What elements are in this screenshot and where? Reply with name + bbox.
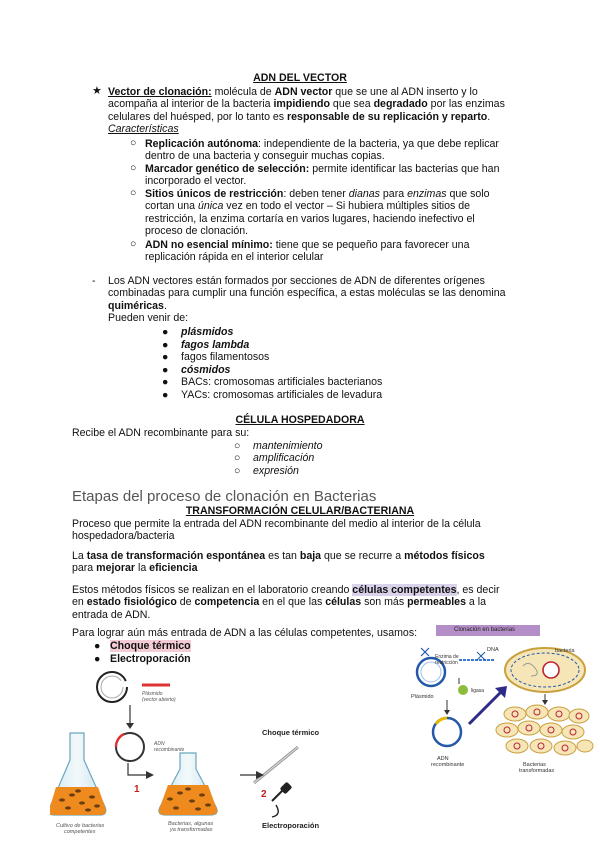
transformacion-p1: Proceso que permite la entrada del ADN recombinante del medio al interior de la célula hospedadora/bacteria [72,518,481,543]
arrow-down-icon [542,700,548,705]
label-vector-abierto: (vector abierto) [142,697,176,703]
flask-competent-cells [50,733,106,815]
figure-header-bar [436,625,540,636]
label-plasmido: Plásmido [142,691,163,697]
label-restriccion: restricción [435,660,458,666]
recombinant-plasmid-icon [116,733,144,761]
circle-bullet-icon: ○ [234,452,241,465]
list-item: Marcador genético de selección: permite identificar las bacterias que han incorporado el vector. [145,163,500,188]
circle-bullet-icon: ○ [234,464,241,477]
label-adn-rec: ADN [437,756,449,762]
label-electroporacion: Electroporación [262,821,320,830]
list-item: ● cósmidos [162,363,231,376]
figure-header: Clonación en bacterias [454,627,516,633]
label-ya-transformadas: ya transformadas [170,827,213,833]
recombinant-plasmid-icon [433,718,461,746]
label-adn: ADN [154,741,165,747]
label-recombinante: recombinante [431,762,465,768]
dot-bullet-icon: ● [162,363,169,376]
vector-source-list [162,326,462,402]
ligase-icon [458,685,468,695]
electroporation-plug-icon [272,782,292,817]
list-item: ● fagos filamentosos [162,351,270,364]
figure-clonacion [395,638,595,788]
label-cultivo: Cultivo de bacterias [56,823,105,829]
dot-bullet-icon: ● [162,326,169,338]
caracteristicas-label: Características [108,123,179,136]
celula-list [234,440,434,477]
transformed-colony-icon [496,705,593,755]
list-item: ○ expresión [234,464,299,477]
dot-bullet-icon: ● [162,338,169,351]
label-bacterias-t: Bacterias [523,762,546,768]
flask-transformed-cells [159,753,217,815]
list-item: ADN no esencial mínimo: tiene que se pequeño para favorecer una replicación rápida en el interior celular [145,239,470,264]
label-competentes: competentes [64,829,96,835]
label-dna: DNA [487,647,499,653]
section-title-adn-vector: ADN DEL VECTOR [253,72,347,84]
step-number-2: 2 [261,789,267,800]
label-adn-recombinante: recombinante [154,747,185,753]
circle-bullet-icon: ○ [130,137,137,149]
dot-bullet-icon: ● [94,653,101,665]
label-bacteria: bacteria [555,648,575,654]
list-item: ● plásmidos [162,326,234,338]
arrow-down-icon [126,723,134,729]
adn-vectores-paragraph: Los ADN vectores están formados por secciones de ADN de diferentes orígenes combinadas para cumplir una función específica, a estas moléculas se las denomina quiméricas. Pueden venir de: [108,275,506,325]
transformacion-p2: La tasa de transformación espontánea es tan baja que se recurre a métodos físicos para mejorar la eficiencia [72,550,485,575]
section-title-celula: CÉLULA HOSPEDADORA [235,414,365,426]
arrow-down-icon [444,710,450,715]
label-ligasa: ligasa [471,688,485,694]
circle-bullet-icon: ○ [130,238,137,250]
celula-intro: Recibe el ADN recombinante para su: [72,427,250,439]
scissors-icon [421,648,429,656]
dot-bullet-icon: ● [94,640,101,652]
dot-bullet-icon: ● [162,388,169,401]
label-plasmido: Plásmido [411,694,434,700]
section-title-transformacion: TRANSFORMACIÓN CELULAR/BACTERIANA [185,505,415,517]
bacterium-icon [505,648,585,692]
list-item: ● fagos lambda [162,338,250,351]
label-choque-termico: Choque térmico [262,728,320,737]
circle-bullet-icon: ○ [130,187,137,199]
label-transformadas: transformadas [519,768,555,774]
circle-bullet-icon: ○ [234,440,241,452]
dot-bullet-icon: ● [162,351,169,364]
step-number-1: 1 [134,784,140,795]
label-enzima: Enzima de [435,654,459,660]
label-bacterias: Bacterias, algunas [168,821,214,827]
list-item: ○ mantenimiento [234,440,323,452]
arrow-right-icon [146,771,154,779]
transformacion-p3: Estos métodos físicos se realizan en el laboratorio creando células competentes, es decir en estado fisiológico de competencia en el que las células son más permeables a la entrada de ADN. [72,584,500,621]
scissors-icon [477,652,485,660]
dash-bullet-icon: - [92,275,96,287]
list-item: ○ amplificación [234,452,315,465]
circle-bullet-icon: ○ [130,162,137,174]
transformacion-p4: Para lograr aún más entrada de ADN a las células competentes, usamos: [72,627,418,639]
plasmid-open-icon [97,672,127,702]
vector-definition: Vector de clonación: molécula de ADN vector que se une al ADN inserto y lo acompaña al interior de la bacteria impidiendo que sea degradado por las enzimas celulares del huésped, por lo tanto es responsable de su replicación y reparto. Características [108,86,505,136]
list-item: ● YACs: cromosomas artificiales de levadura [162,388,383,401]
list-item: Replicación autónoma: independiente de la bacteria, ya que debe replicar dentro de una bacteria y conseguir muchas copias. [145,138,499,163]
etapas-heading: Etapas del proceso de clonación en Bacterias [72,488,377,505]
figure-transformacion [50,665,340,845]
star-bullet-icon: ★ [92,85,102,97]
list-item: Sitios únicos de restricción: deben tener dianas para enzimas que solo cortan una única vez en todo el vector – Si hubiera múltiples sitios de restricción, la enzima cortaría en varios lugares, haciendo inefectivo el proceso de clonación. [145,188,490,238]
dot-bullet-icon: ● [162,376,169,389]
list-item: ● BACs: cromosomas artificiales bacterianos [162,376,383,389]
